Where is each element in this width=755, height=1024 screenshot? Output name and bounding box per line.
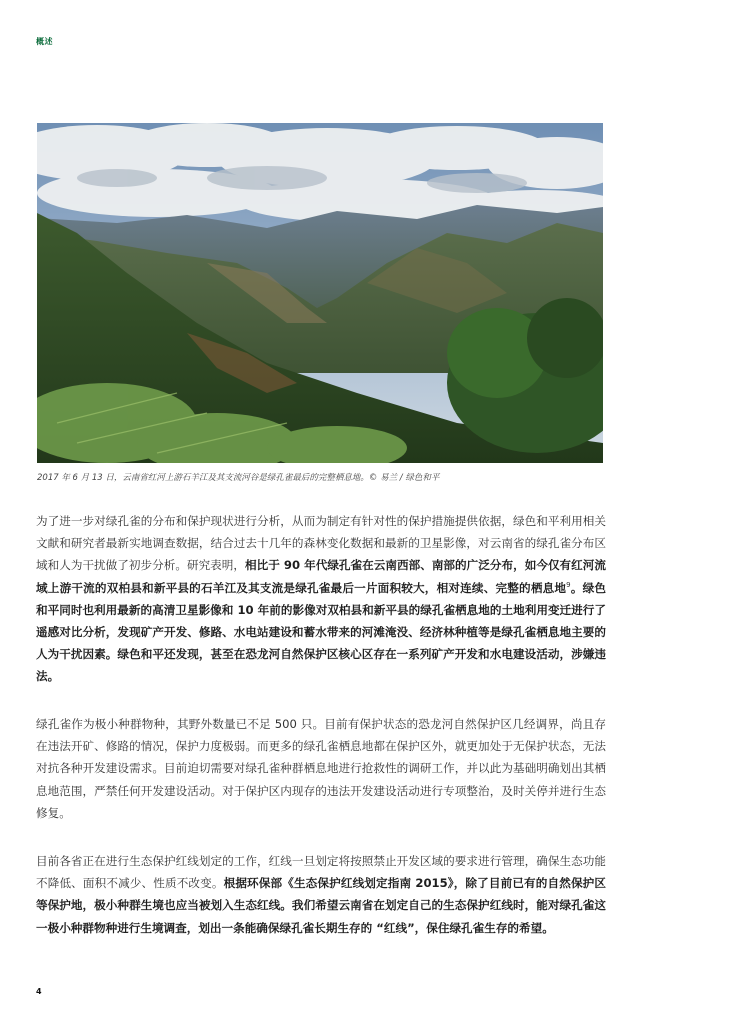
paragraph-3-emphasis: 根据环保部《生态保护红线划定指南 2015》，除了目前已有的自然保护区等保护地，极小种群生境也应当被划入生态红线。我们希望云南省在划定自己的生态保护红线时，能对绿孔雀这一极小种群物种进行生境调查，划出一条能确保绿孔雀长期生存的 “红线”，保住绿孔雀生存的希望。 bbox=[36, 876, 606, 935]
section-label: 概述 bbox=[36, 37, 53, 46]
paragraph-3-text: 目前各省正在进行生态保护红线划定的工作，红线一旦划定将按照禁止开发区域的要求进行管理，确保生态功能不降低、面积不减少、性质不改变。 bbox=[36, 854, 606, 891]
paragraph-2: 绿孔雀作为极小种群物种，其野外数量已不足 500 只。目前有保护状态的恐龙河自然保护区几经调界，尚且存在违法开矿、修路的情况，保护力度极弱。而更多的绿孔雀栖息地都在保护区外，就更加处于无保护状态，无法对抗各种开发建设需求。目前迫切需要对绿孔雀种群栖息地进行抢救性的调研工作，并以此为基础明确划出其栖息地范围，严禁任何开发建设活动。对于保护区内现存的违法开发建设活动进行专项整治，及时关停并进行生态修复。 bbox=[36, 717, 606, 820]
paragraph-1 bbox=[36, 510, 606, 688]
paragraph-3 bbox=[36, 850, 606, 939]
landscape-photo bbox=[37, 123, 603, 463]
footnote-marker: 9 bbox=[566, 580, 571, 589]
paragraph-1-emphasis: 相比于 90 年代绿孔雀在云南西部、南部的广泛分布，如今仅有红河流域上游干流的双柏县和新平县的石羊江及其支流是绿孔雀最后一片面积较大，相对连续、完整的栖息地 bbox=[36, 558, 606, 595]
paragraph-1-emphasis-2: 。绿色和平同时也利用最新的高清卫星影像和 10 年前的影像对双柏县和新平县的绿孔雀栖息地的土地利用变迁进行了遥感对比分析，发现矿产开发、修路、水电站建设和蓄水带来的河滩淹没、经济林种植等是绿孔雀栖息地主要的人为干扰因素。绿色和平还发现，甚至在恐龙河自然保护区核心区存在一系列矿产开发和水电建设活动，涉嫌违法。 bbox=[36, 580, 606, 684]
paragraph-1-text: 为了进一步对绿孔雀的分布和保护现状进行分析，从而为制定有针对性的保护措施提供依据，绿色和平利用相关文献和研究者最新实地调查数据，结合过去十几年的森林变化数据和最新的卫星影像，对云南省的绿孔雀分布区域和人为干扰做了初步分析。研究表明， bbox=[36, 514, 606, 573]
photo-caption: 2017 年 6 月 13 日，云南省红河上游石羊江及其支流河谷是绿孔雀最后的完整栖息地。© 易兰 / 绿色和平 bbox=[37, 473, 440, 483]
page-number: 4 bbox=[36, 987, 42, 996]
